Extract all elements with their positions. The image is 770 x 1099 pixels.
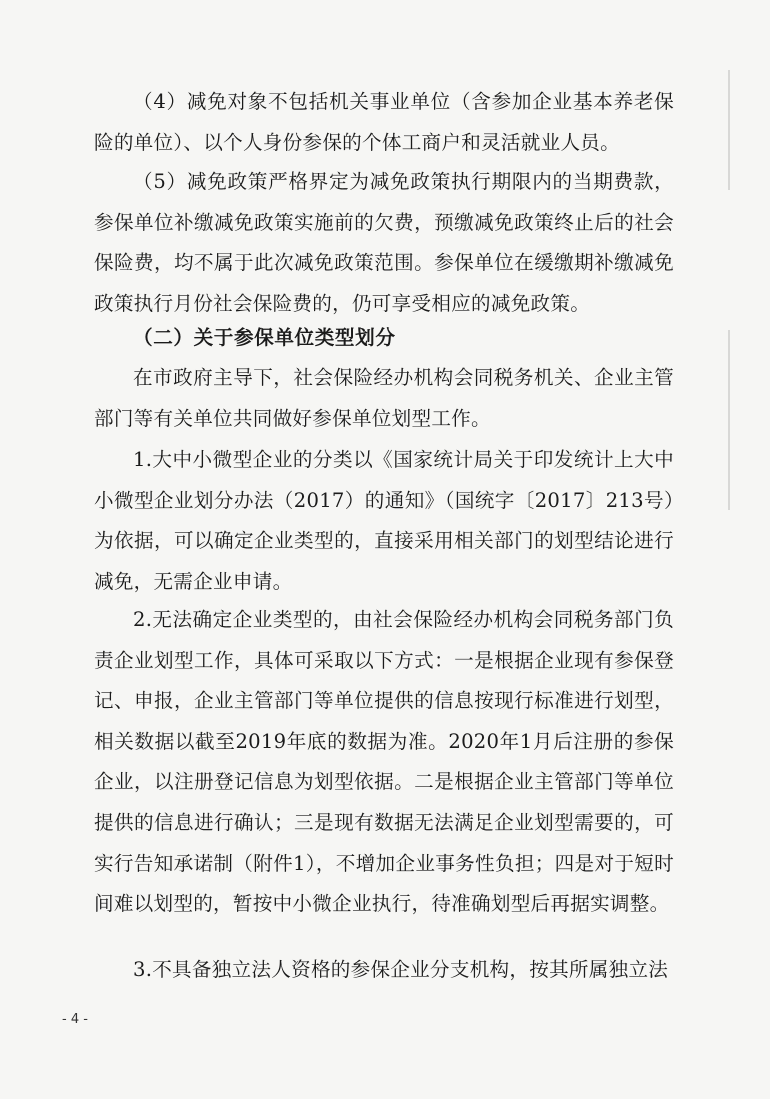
scan-edge-mark — [728, 330, 730, 510]
paragraph-item-5: （5）减免政策严格界定为减免政策执行期限内的当期费款，参保单位补缴减免政策实施前的欠费，预缴减免政策终止后的社会保险费，均不属于此次减免政策范围。参保单位在缓缴期补缴减免政策执行月份社会保险费的，仍可享受相应的减免政策。 — [94, 170, 674, 315]
paragraph-point-2: 2.无法确定企业类型的，由社会保险经办机构会同税务部门负责企业划型工作，具体可采取以下方式：一是根据企业现有参保登记、申报，企业主管部门等单位提供的信息按现行标准进行划型，相关数据以截至2019年底的数据为准。2020年1月后注册的参保企业，以注册登记信息为划型依据。二是根据企业主管部门等单位提供的信息进行确认；三是现有数据无法满足企业划型需要的，可实行告知承诺制（附件1），不增加企业事务性负担；四是对于短时间难以划型的，暂按中小微企业执行，待准确划型后再据实调整。 — [94, 608, 674, 916]
page-number: - 4 - — [62, 1012, 88, 1027]
paragraph-point-3: 3.不具备独立法人资格的参保企业分支机构，按其所属独立法 — [133, 958, 669, 981]
paragraph-intro: 在市政府主导下，社会保险经办机构会同税务机关、企业主管部门等有关单位共同做好参保单位划型工作。 — [94, 366, 674, 430]
paragraph-point-1: 1.大中小微型企业的分类以《国家统计局关于印发统计上大中小微型企业划分办法（2017）的通知》（国统字〔2017〕213号）为依据，可以确定企业类型的，直接采用相关部门的划型结论进行减免，无需企业申请。 — [94, 448, 674, 593]
paragraph-item-4: （4）减免对象不包括机关事业单位（含参加企业基本养老保险的单位）、以个人身份参保的个体工商户和灵活就业人员。 — [94, 90, 674, 154]
section-heading: （二）关于参保单位类型划分 — [133, 326, 396, 349]
scan-edge-mark — [728, 70, 730, 190]
